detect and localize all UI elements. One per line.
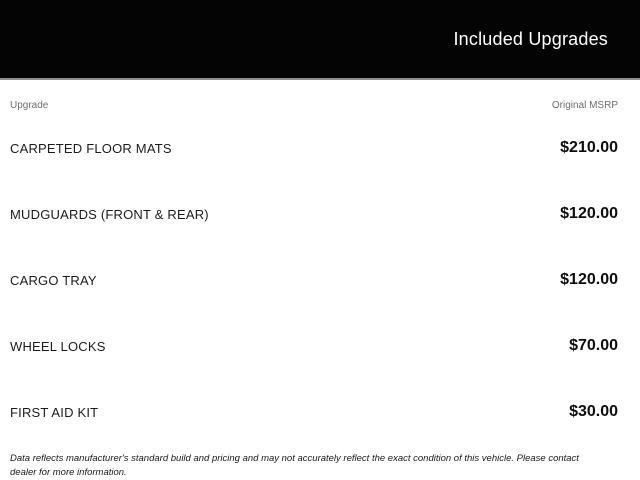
disclaimer-text: Data reflects manufacturer's standard build and pricing and may not accurately reflect the exact condition of this vehicle. Please contact dealer for more information. — [10, 453, 579, 478]
table-body — [0, 115, 640, 445]
table-row — [0, 313, 640, 379]
upgrade-name: CARPETED FLOOR MATS — [10, 140, 172, 156]
table-column-headers — [0, 95, 640, 115]
upgrade-price: $120.00 — [560, 271, 618, 288]
table-row — [0, 181, 640, 247]
page-title: Included Upgrades — [453, 28, 608, 49]
upgrade-name: CARGO TRAY — [10, 272, 97, 288]
table-row — [0, 379, 640, 445]
table-row — [0, 247, 640, 313]
upgrade-price: $30.00 — [569, 403, 618, 420]
column-header-upgrade: Upgrade — [10, 99, 49, 111]
upgrade-price: $70.00 — [569, 337, 618, 354]
upgrade-price: $120.00 — [560, 205, 618, 222]
upgrade-name: FIRST AID KIT — [10, 404, 99, 420]
column-header-original-msrp: Original MSRP — [551, 99, 618, 111]
upgrade-price: $210.00 — [560, 139, 618, 156]
table-row — [0, 115, 640, 181]
upgrade-name: WHEEL LOCKS — [10, 338, 106, 354]
upgrades-table — [0, 80, 640, 453]
header-bar — [0, 0, 640, 80]
footer — [0, 453, 640, 480]
upgrade-name: MUDGUARDS (FRONT & REAR) — [10, 206, 209, 222]
